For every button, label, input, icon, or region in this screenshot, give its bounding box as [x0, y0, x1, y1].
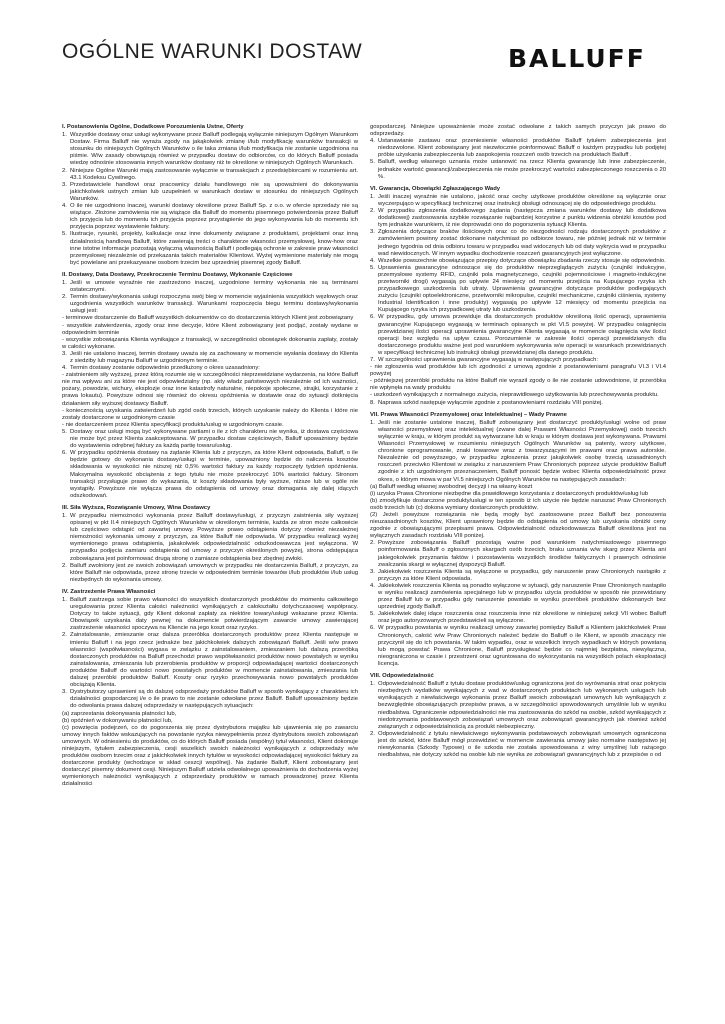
paragraph-text: Jeśli nie zostanie ustalone inaczej, Balluff zobowiązany jest dostarczyć produkty/usługi wolne od praw własności przemysłowej oraz intelektualnej (zwane dalej Prawami Własności Przemysłowej) osób trzecich wyłącznie w kraju, w którym produkt są wytwarzane lub w kraju w którym dostawa jest wykonywana. Prawami Własności Przemysłowej w rozumieniu niniejszych Ogólnych Warunków są patenty, wzory użytkowe, chronione oprogramowanie, znaki towarowe wraz z towarzyszącymi im prawami oraz prawa autorskie. Niezależnie od powyższego, w przypadku zgłoszenia przez jakąkolwiek osobę trzecią uzasadnionych roszczeń przeciwko Klientowi w związku z naruszeniem Praw Chronionych poprzez użycie produktów Balluff zgodnie z ich uzgodnionym przeznaczeniem, Balluff ponosić będzie wobec Klienta odpowiedzialność przez okres, o którym mowa w par VI.5 niniejszych Ogólnych Warunków na następujących zasadach: [378, 419, 666, 483]
section-heading: IV. Zastrzeżenie Prawa Własności [62, 588, 156, 595]
text-line: - zaistnieniem siły wyższej, przez którą rozumie się w szczególności nieprzewidziane wydarzenia, na które Balluff nie ma wpływu ani za które nie jest odpowiedzialny (np. akty władz państwowych niezależnie od ich ważności, pożary, powodzie, wichury, eksplozje oraz inne katastrofy naturalne, niepokoje społeczne, strajki, korzystanie z prawa lokautu). Powyższe odnosi się również do okresu opóźnienia w dostawie oraz do sytuacji dotknięcia działaniem siły wyższej dostawcy Balluff. [62, 372, 358, 407]
numbered-paragraph [62, 597, 358, 632]
text-line: (a) zaprzestania dokonywania płatności lub, [62, 710, 177, 717]
paragraph-text: W przypadku opóźnienia dostawy na żądanie Klienta lub z przyczyn, za które Klient odpowiada, Balluff, o ile będzie gotowy do wykonania dostawy/usługi w terminie, upoważniony będzie do naliczenia kosztów składowania w wysokości nie niższej niż 0,5% wartości faktury za każdy rozpoczęty tydzień opóźnienia. Maksymalna wysokość obciążenia z tego tytułu nie może przekroczyć 10% wartości faktury. Stronom transakcji przysługuje prawo do wykazania, iż koszty składowania były wyższe, niższe lub w ogóle nie wystąpiły. Powyższe nie wyłącza prawa do odstąpienia od umowy oraz domagania się dalej idących odszkodowań. [70, 450, 358, 499]
right-text-column [370, 124, 666, 759]
text-line: (b) opóźnień w dokonywaniu płatności lub, [62, 717, 173, 724]
paragraph-text: Uprawnienia gwarancyjne odnoszące się do produktów nieprzeglądących zużyciu (czujniki indukcyjne, przemysłowe systemy RFID, czujniki pola magnetycznego, czujniki pojemnościowe i magneto-indukcyjne przetworniki drogi) wygasają po upływie 24 miesięcy od momentu przejścia na Kupującego ryzyka ich przypadkowego uszkodzenia lub utraty. Uprawnienia gwarancyjne dotyczące produktów podlegających zużyciu (czujniki optoelektroniczne, przetworniki mikropulse, czujniki mechaniczne, czujniki ciśnienia, systemy Industrial Identification i inne produkty) wygasają po upływie 12 miesięcy od momentu przejścia na Kupującego ryzyka ich przypadkowej utraty lub uszkodzenia. [378, 264, 666, 314]
paragraph-number: 8. [370, 399, 375, 406]
paragraph-text: Ustanawianie zastawu oraz przeniesienie własności produktów Balluff tytułem zabezpieczenia jest niedozwolone. Klient zobowiązany jest niezwłocznie poinformować Balluff o każdym przypadku lub podjętej próbie użyskania zabezpieczenia lub zaspokojenia roszczeń osób trzecich na produktach Balluff . [378, 138, 666, 159]
paragraph-text: Wszelkie powszechnie obowiązujące przepisy dotyczące obowiązku zbadania rzeczy stosuje się odpowiednio. [378, 257, 666, 264]
paragraph-text: Zgłoszenia dotyczące braków ilościowych oraz co do niezgodności rodzaju dostarczonych produktów z zamówieniem powinny zostać dokonane natychmiast po odbiorze towaru, nie później jednak niż w terminie jednego tygodnia od dnia odbioru towaru w przypadku wad widocznych lub od daty wykrycia wad w przypadku wad niewidocznych. W innym wypadku dochodzenie roszczeń gwarancyjnych jest wyłączone. [378, 229, 666, 257]
paragraph-number: 2. [62, 294, 67, 301]
paragraph-number: 2. [62, 167, 67, 174]
text-line: - nie zgłoszenia wad produktów lub ich zgodności z umową zgodnie z postanowieniami paragrafu VI.3 i VI.4 powyżej [370, 364, 666, 378]
paragraph-text: Balluff zastrzega sobie prawo własności do wszystkich dostarczonych produktów do momentu całkowitego uregulowania przez Klienta całości należności wynikających z całokształtu dotychczasowej współpracy. Dotyczy to także sytuacji, gdy Klient dokonał zapłaty za niektóre towary/usługi wskazane przez Klienta. Obowiązek uzyskania daty pewnej na dokumencie potwierdzającym zawarcie umowy zawierającej zastrzeżenie własności spoczywa na Kliencie na jego koszt oraz ryzyko. [70, 597, 358, 632]
numbered-paragraph [370, 625, 666, 668]
paragraph-number: 2. [62, 562, 67, 569]
paragraph-number: 1. [62, 279, 67, 286]
numbered-paragraph [62, 563, 358, 584]
numbered-paragraph [370, 159, 666, 180]
paragraph-number: 2. [370, 540, 375, 547]
paragraph-text: Jeśli nie ustalono inaczej, termin dostawy uważa się za zachowany w momencie wysłania dostawy do Klienta z siedziby lub magazynu Balluff w uzgodnionym terminie. [70, 350, 358, 364]
text-line: - wszystkie zatwierdzenia, zgody oraz inne decyzje, które Klient zobowiązany jest podjąć, zostały wydane w odpowiednim terminie [62, 322, 358, 336]
numbered-paragraph [370, 731, 666, 759]
paragraph-number: 7. [370, 357, 375, 363]
paragraph-number: 5. [62, 231, 67, 238]
paragraph-number: 2. [370, 730, 375, 737]
numbered-paragraph [62, 203, 358, 231]
numbered-paragraph [370, 569, 666, 583]
paragraph-number: 2. [62, 632, 67, 639]
paragraph-number: 6. [370, 314, 375, 321]
text-line: - wszystkie zobowiązania Klienta wynikające z transakcji, w szczególności obowiązek dokonania zapłaty, zostały w całości wykonane. [62, 336, 358, 350]
paragraph-text: Dystrybutorzy uprawnieni są do dalszej odsprzedaży produktów Balluff w sposób wynikający z charakteru ich działalności gospodarczej i/e o ile prawo to nie zostanie odwołane przez Balluff. Balluff upoważniony będzie do odwołania prawa dalszej odsprzedaży w następujących sytuacjach: [70, 689, 358, 710]
paragraph-text: Odpowiedzialność z tytułu niewłaściwego wykonywania podstawowych zobowiązań umownych ograniczona jest do szkód, które Balluff mógł przewidzieć w momencie zawierania umowy jako normalne następstwo jej niewykonania (Szkody Typowe) o ile szkoda nie została spowodowana z winy umyślnej lub rażącego niedbalstwa, nie dotyczy szkód na osobie lub nie wynika ze zobowiązań gwarancyjnych lub z przepisów o od [378, 730, 666, 759]
paragraph-text: W przypadku zgłoszenia dodatkowego żądania (następcza zmiana warunków dostawy lub dodatkowa dodatkowej) zastosowania szybkie rozwiązanie najbardziej korzystne z punktu widzenia obniżki kosztów pod tym jednakże warunkiem, iż nie doprowadzi ono do pogorszenia sytuacji Klienta. [378, 208, 666, 229]
paragraph-number: 4. [370, 138, 375, 145]
paragraph-number: 1. [370, 419, 375, 426]
paragraph-number: 5. [62, 428, 67, 435]
paragraph-number: 3. [62, 350, 67, 357]
section-heading: VIII. Odpowiedzialność [370, 673, 434, 680]
numbered-paragraph [62, 429, 358, 450]
numbered-paragraph [370, 138, 666, 159]
text-line: - terminowe dostarczenie do Balluff wszystkich dokumentów co do dostarczenia których Klient jest zobowiązany [62, 315, 354, 322]
numbered-paragraph [370, 357, 666, 364]
paragraph-text: O ile nie uzgodniono inaczej, warunki dostawy określone przez Balluff Sp. z o.o. w ofercie sprzedaży nie są wiążące. Złożone zamówienia nie są wiążące dla Balluff do momentu pisemnego potwierdzenia przez Balluff ich przyjęcia lub do momentu ich przyjęcia poprzez przystąpienie do jego wykonywania lub do momentu ich przyjęcia poprzez wystawienie faktury. [70, 203, 358, 231]
paragraph-text: Niniejsze Ogólne Warunki mają zastosowanie wyłącznie w transakcjach z przedsiębiorcami w rozumieniu art. 43.1 Kodeksu Cywilnego. [70, 167, 358, 181]
numbered-paragraph [370, 258, 666, 265]
paragraph-number: 2. [370, 208, 375, 215]
paragraph-text: Jeśli w umowie wyraźnie nie zastrzeżono inaczej, uzgodnione terminy wykonania nie są terminami ostatecznymi. [70, 279, 358, 294]
numbered-paragraph [62, 351, 358, 365]
section-heading: II. Dostawy, Data Dostawy, Przekroczenie Terminu Dostawy, Wykonanie Częściowe [62, 271, 293, 278]
numbered-paragraph [62, 365, 358, 372]
text-line: - uszkodzeń wynikających z normalnego zużycia, nieprawidłowego użytkowania lub przechowywania produktu. [370, 392, 659, 399]
text-line: (c) powzięcia podejrzeń, co do pogorszenia się przez dystrybutora majątku lub ujawnienia się po zawarciu umowy innych faktów wskazujących na powstanie ryzyka niewypełnienia przez dystrybutora swoich zobowiązań umownych. W odniesieniu do produktów, co do których Balluff posiada (współny) tytuł własności, Klient dokonuje niniejszym, tytułem zabezpieczenia, cesji wszelkich swoich należności wynikających z odsprzedaży w/w produktów osobom trzecim oraz z jakichkolwiek innych tytułów w wysokości odpowiadającej wysokości faktury za dostarczone produkty (wchodzące w skład ceszcji wspólnej). Na żądanie Balluff, Klient zobowiązany jest dostarczyć pisemny dokument cesji. Niniejszym Balluff udziela odwołalnego upoważnienia do dochodzenia wyżej wymienionych należności wynikających z odsprzedaży produktów w ramach prowadzonej przez Klienta działalności [62, 724, 358, 788]
paragraph-text: Przedstawiciele handlowi oraz pracownicy działu handlowego nie są upoważnieni do dokonywania jakichkolwiek ustnych zmian lub uzupełnień w warunkach dostaw w stosunku do niniejszych Ogólnych Warunków. [70, 181, 358, 202]
section-heading: VI. Gwarancja, Obowiązki Zgłaszającego Wady [370, 185, 501, 192]
paragraph-text: Jakiekolwiek dalej idące roszczenia oraz roszczenia inne niż określone w niniejszej sekcji VII wobec Balluff oraz jego autoryzowanych przedstawicieli są wyłączone. [378, 611, 666, 625]
paragraph-number: 1. [370, 681, 375, 688]
paragraph-text: W przypadku, gdy umowa przewiduje dla dostarczonych produktów określoną ilość operacji, uprawnienia gwarancyjne Kupującego wygasają w terminach opisanych w pkt VI.5 powyżej. W przypadku osiągnięcia przewidzianej ilości operacji uprawnienia gwarancyjne Klienta wygasają w momencie osiągnięcia w/w ilości operacji bez względu na upływ czasu. Porozumienie w zakresie ilości operacji przewidzianych dla dostarczonego produktu ważne jest pod warunkiem wykonywania w/w operacji w warunkach przewidzianych w specyfikacji technicznej lub instrukcji obsługi przewidzianej dla danego produktu. [378, 314, 666, 356]
numbered-paragraph [370, 583, 666, 611]
text-line: (2) Jeżeli powyższe rozwiązania nie będą mogły być zastosowane przez Balluff bez ponoszenia nieuzasadnionych kosztów, Klient uprawniony będzie do odstąpienia od umowy lub uzyskania obniżki ceny zgodnie z obowiązującymi przepisami prawa. Odpowiedzialność odszkodowawcza Balluff określona jest na wyłącznych zasadach rozdziału VIII poniżej. [370, 511, 666, 540]
paragraph-number: 5. [370, 611, 375, 618]
text-line: (a) Balluff według własnej swobodnej decyzji i na własny koszt [370, 483, 533, 490]
text-line: - koniecznością uzyskania zatwierdzeń lub zgód osób trzecich, których uzyskanie należy do Klienta i które nie zostały dostarczone w uzgodnionym czasie [62, 407, 358, 421]
numbered-paragraph [62, 689, 358, 710]
paragraph-text: Jakiekolwiek roszczenia Klienta są wyłączone w przypadku, gdy naruszenie praw Chronionych nastąpiło z przyczyn za które Klient odpowiada. [378, 568, 666, 582]
text-line: gospodarczej. Niniejsze upoważnienie może zostać odwołane z takich samych przyczyn jak prawo do odsprzedaży. [370, 124, 666, 138]
paragraph-text: Termin dostawy/wykonania usługi rozpoczyna swój bieg w momencie wyjaśnienia wszystkich węzłowych oraz uzgodnienia wszystkich warunków transakcji. Warunkami rozpoczęcia biegu terminu dostawy/wykonania usługi jest: [70, 294, 358, 315]
numbered-paragraph [370, 265, 666, 315]
paragraph-number: 1. [62, 597, 67, 603]
text-line: - nie dostarczeniem przez Klienta specyfikacji produktu/usług w uzgodnionym czasie. [62, 421, 284, 428]
paragraph-text: W szczególności uprawnienia gwarancyjne wygasają w następujących przypadkach: [378, 357, 599, 363]
text-line: (i) uzyska Prawa Chronione niezbędne dla prawidłowego korzystania z dostarczonych produktów/usług lub [370, 490, 648, 497]
paragraph-number: 6. [370, 625, 375, 632]
numbered-paragraph [62, 231, 358, 266]
paragraph-number: 6. [62, 450, 67, 457]
numbered-paragraph [370, 681, 666, 731]
numbered-paragraph [370, 540, 666, 568]
paragraph-text: Balluff, według własnego uznania może ustanowić na rzecz Klienta gwarancję lub inne zabezpieczenie, jednakże wartość gwarancji/zabezpieczenia nie może przekroczyć wartości zabezpieczonego roszczenia o 20 %. [378, 159, 666, 180]
paragraph-number: 1. [62, 132, 67, 139]
paragraph-text: Jakiekolwiek roszczenia Klienta są ponadto wyłączone w sytuacji, gdy naruszenie Praw Chronionych nastąpiło w wyniku realizacji zamówienia specjalnego lub w przypadku użycia produktów w sposób nie przewidziany przez Balluff lub w przypadku gdy naruszenie powstało w wyniku przeróbek produktów dokonanych bez uprzedniej zgody Balluff. [378, 582, 666, 611]
paragraph-text: Dostawy oraz usługi mogą być wykonywane partiami o ile z ich charakteru nie wynika, iż dostawa częściowa nie może być przez Klienta zaakceptowana. W przypadku dostaw częściowych, Balluff upoważniony będzie do wystawienia odrębnej faktury za każdą partię towaru/usług. [70, 428, 358, 450]
paragraph-number: 3. [370, 229, 375, 236]
paragraph-number: 4. [370, 582, 375, 589]
section-heading: VII. Prawa Własności Przemysłowej oraz Intelektualnej – Wady Prawne [370, 411, 567, 418]
numbered-paragraph [370, 314, 666, 357]
numbered-paragraph [62, 280, 358, 294]
section-heading: III. Siła Wyższa, Rozwiązanie Umowy, Wina Dostawcy [62, 504, 211, 511]
paragraph-text: Ilustracje, rysunki, projekty, kalkulacje oraz inne dokumenty związane z produktami, projektami oraz inną działalnością handlową Balluff, które zawierają treści o charakterze własności przemysłowej, know-how oraz inne istotne informacje pozostają wyłączną własnością Balluff i podlegają ochronie w zakresie praw własności przemysłowej niezależnie od przekazania takich materiałów Klientowi. Wyżej wymienione materiały nie mogą być powielane ani przekazywane osobom trzecim bez uprzedniej pisemnej zgody Balluff. [70, 231, 358, 266]
numbered-paragraph [62, 168, 358, 182]
numbered-paragraph [62, 132, 358, 167]
numbered-paragraph [370, 611, 666, 625]
numbered-paragraph [370, 420, 666, 484]
paragraph-text: Naprawa szkód następuje wyłącznie zgodnie z postanowieniami rozdziału VIII poniżej. [378, 399, 603, 406]
balluff-logo: BALLUFF [508, 44, 646, 73]
paragraph-text: Wszystkie dostawy oraz usługi wykonywane przez Balluff podlegają wyłącznie niniejszym Ogólnym Warunkom Dostaw. Firma Balluff nie wyraża zgody na jakąkolwiek zmianę i/lub modyfikację warunków transakcji w stosunku do niniejszych Ogólnych Warunków o ile taka zmiana i/lub modyfikacja nie zostanie uzgodniona na piśmie. W/w zasady obowiązują również w przypadku dostaw do odbiorców, co do których Balluff posiada wiedzę odnośnie stosowania innych warunków dostawy niż te określone w niniejszych Ogólnych Warunkach. [70, 132, 358, 167]
paragraph-number: 3. [62, 181, 67, 188]
text-line: (b) zmodyfikuje dostarczone produkty/usługi w ten sposób iż ich użycie nie będzie naruszać Praw Chronionych osób trzecich lub (c) dokona wymiany dostarczonych produktów. [370, 497, 666, 511]
paragraph-number: 4. [62, 365, 67, 372]
paragraph-number: 4. [370, 257, 375, 264]
page-title: OGÓLNE WARUNKI DOSTAW [62, 40, 363, 63]
left-text-column [62, 124, 358, 789]
numbered-paragraph [62, 294, 358, 315]
paragraph-text: W przypadku niemożności wykonania przez Balluff dostawy/usługi, z przyczyn zaistnienia siły wyższej opisanej w pkt II.4 niniejszych Ogólnych Warunków w określonym terminie, każda ze stron może całkowicie lub częściowo odstąpić od zawartej umowy. Powyższe prawo odstąpienia dotyczy również niezależnej niemożności wykonania umowy z przyczyn, za które Balluff nie odpowiada. W przypadku realizacji wyżej wymienionego prawa odstąpienia, jakakolwiek odpowiedzialność odszkodowawcza jest wyłączona. W przypadku podjęcia zamiaru odstąpienia od umowy z przyczyn określonych powyżej, strona odstępująca zobowiązana jest poinformować drugą stronę o zamiarze odstąpienia bez zbędnej zwłoki. [70, 512, 358, 562]
section-heading: I. Postanowienia Ogólne, Dodatkowe Porozumienia Ustne, Oferty [62, 124, 244, 130]
paragraph-text: Jeśli inaczej wyraźnie nie ustalono, jakość oraz cechy użytkowe produktów określone są wyłącznie oraz wyczerpująco w specyfikacji technicznej oraz instrukcji obsługi odnoszącej się do odpowiedniego produktu. [378, 193, 666, 207]
paragraph-text: Odpowiedzialność Balluff z tytułu dostaw produktów/usług ograniczona jest do wyrównania strat oraz pokrycia niezbędnych wydatków wynikających z wad w dostarczonych produktach lub wykonanych usługach lub wynikających z niewłaściwego wykonania przez Balluff swoich zobowiązań umownych lub wynikających z bezwzględnie obowiązujących przepisów prawa, a w szczególności spowodowanych umyślnie lub w wyniku niedbalstwa. Ograniczenie odpowiedzialności nie ma zastosowania do szkód na osobie, szkód wynikających z niedotrzymania podstawowych zobowiązań umownych oraz zobowiązań gwarancyjnych jak również szkód związanych z odpowiedzialnością za produkt niebezpieczny. [378, 681, 666, 730]
paragraph-number: 4. [62, 203, 67, 210]
numbered-paragraph [370, 400, 666, 407]
numbered-paragraph [62, 513, 358, 563]
numbered-paragraph [370, 194, 666, 208]
paragraph-text: Zainstalowanie, zmieszanie oraz dalsza przeróbka dostarczonych produktów przez Klienta następuje w imieniu Balluff i na jego rzecz jednakże bez jakichkolwiek dalszych zobowiązań Balluff. Jeśli w/w prawo własności (współwłasności) wygasa w związku z zainstalowaniem, zmieszaniem lub dalszą przeróbką dostarczonych produktów na Balluff przechodzi prawo współwłasności produktów nowo powstałych w wyniku zainstalowania, zmieszania lub przerobienia produktów w proporcji odpowiadającej wartości dostarczonych produktów Balluff do wartości nowo powstałych produktów w momencie zainstalowania, zmieszania lub dalszej przeróbki produktów Balluff. Koszty oraz ryzyko przechowywania nowo powstałych produktów obciążają Klienta. [70, 632, 358, 689]
paragraph-number: 3. [62, 689, 67, 696]
text-line: - późniejszej przeróbki produktu na które Balluff nie wyraził zgody o ile nie zostanie udowodnione, iż przeróbka nie wpłynęła na wady produktu [370, 378, 666, 392]
numbered-paragraph [62, 182, 358, 203]
paragraph-text: W przypadku powstania w wyniku realizacji umowy zawartej pomiędzy Balluff a Klientem jakichkolwiek Praw Chronionych, całość w/w Praw Chronionych należeć będzie do Balluff o ile Klient, w sposób znaczący nie przyczynił się do ich powstania. W takim wypadku, oraz w wszelkich innych wypadkach w których powstaną lub mogą powstać Prawa Chronione, Balluff przysługiwać będzie co najmniej bezpłatna, niewyłączna, nieograniczona w czasie i przestrzeni oraz ugruntowana do wykorzystania na wszystkich polach eksploatacji licencja. [378, 625, 666, 667]
numbered-paragraph [370, 229, 666, 257]
paragraph-text: Powyższe zobowiązania Balluff pozostają ważne pod warunkiem natychmiastowego pisemnego poinformowania Balluff o zgłoszonych skargach osób trzecich, braku uznania w/w skarg przez Klienta ani jakiegokolwiek przyznania faktów i pozostawienia wszystkich środków faktycznych i prawnych odnośnie zwalczania skargi w wyłącznej dyspozycji Balluff. [378, 540, 666, 568]
paragraph-number: 1. [370, 193, 375, 200]
paragraph-number: 3. [370, 568, 375, 575]
paragraph-text: Balluff zwolniony jest ze swoich zobowiązań umownych w przypadku nie dostarczenia Balluff, z przyczyn, za które Balluff nie odpowiada, przez stronę trzecie w odpowiednim terminie towarów i/lub produktów i/lub usług niezbędnych do wykonania umowy. [70, 562, 358, 583]
numbered-paragraph [62, 632, 358, 689]
paragraph-number: 5. [370, 264, 375, 271]
paragraph-text: Termin dostawy zostanie odpowiednio przedłużony o okres uzasadniony: [70, 365, 260, 372]
paragraph-number: 5. [370, 159, 375, 166]
paragraph-number: 1. [62, 512, 67, 519]
numbered-paragraph [62, 450, 358, 500]
numbered-paragraph [370, 208, 666, 229]
